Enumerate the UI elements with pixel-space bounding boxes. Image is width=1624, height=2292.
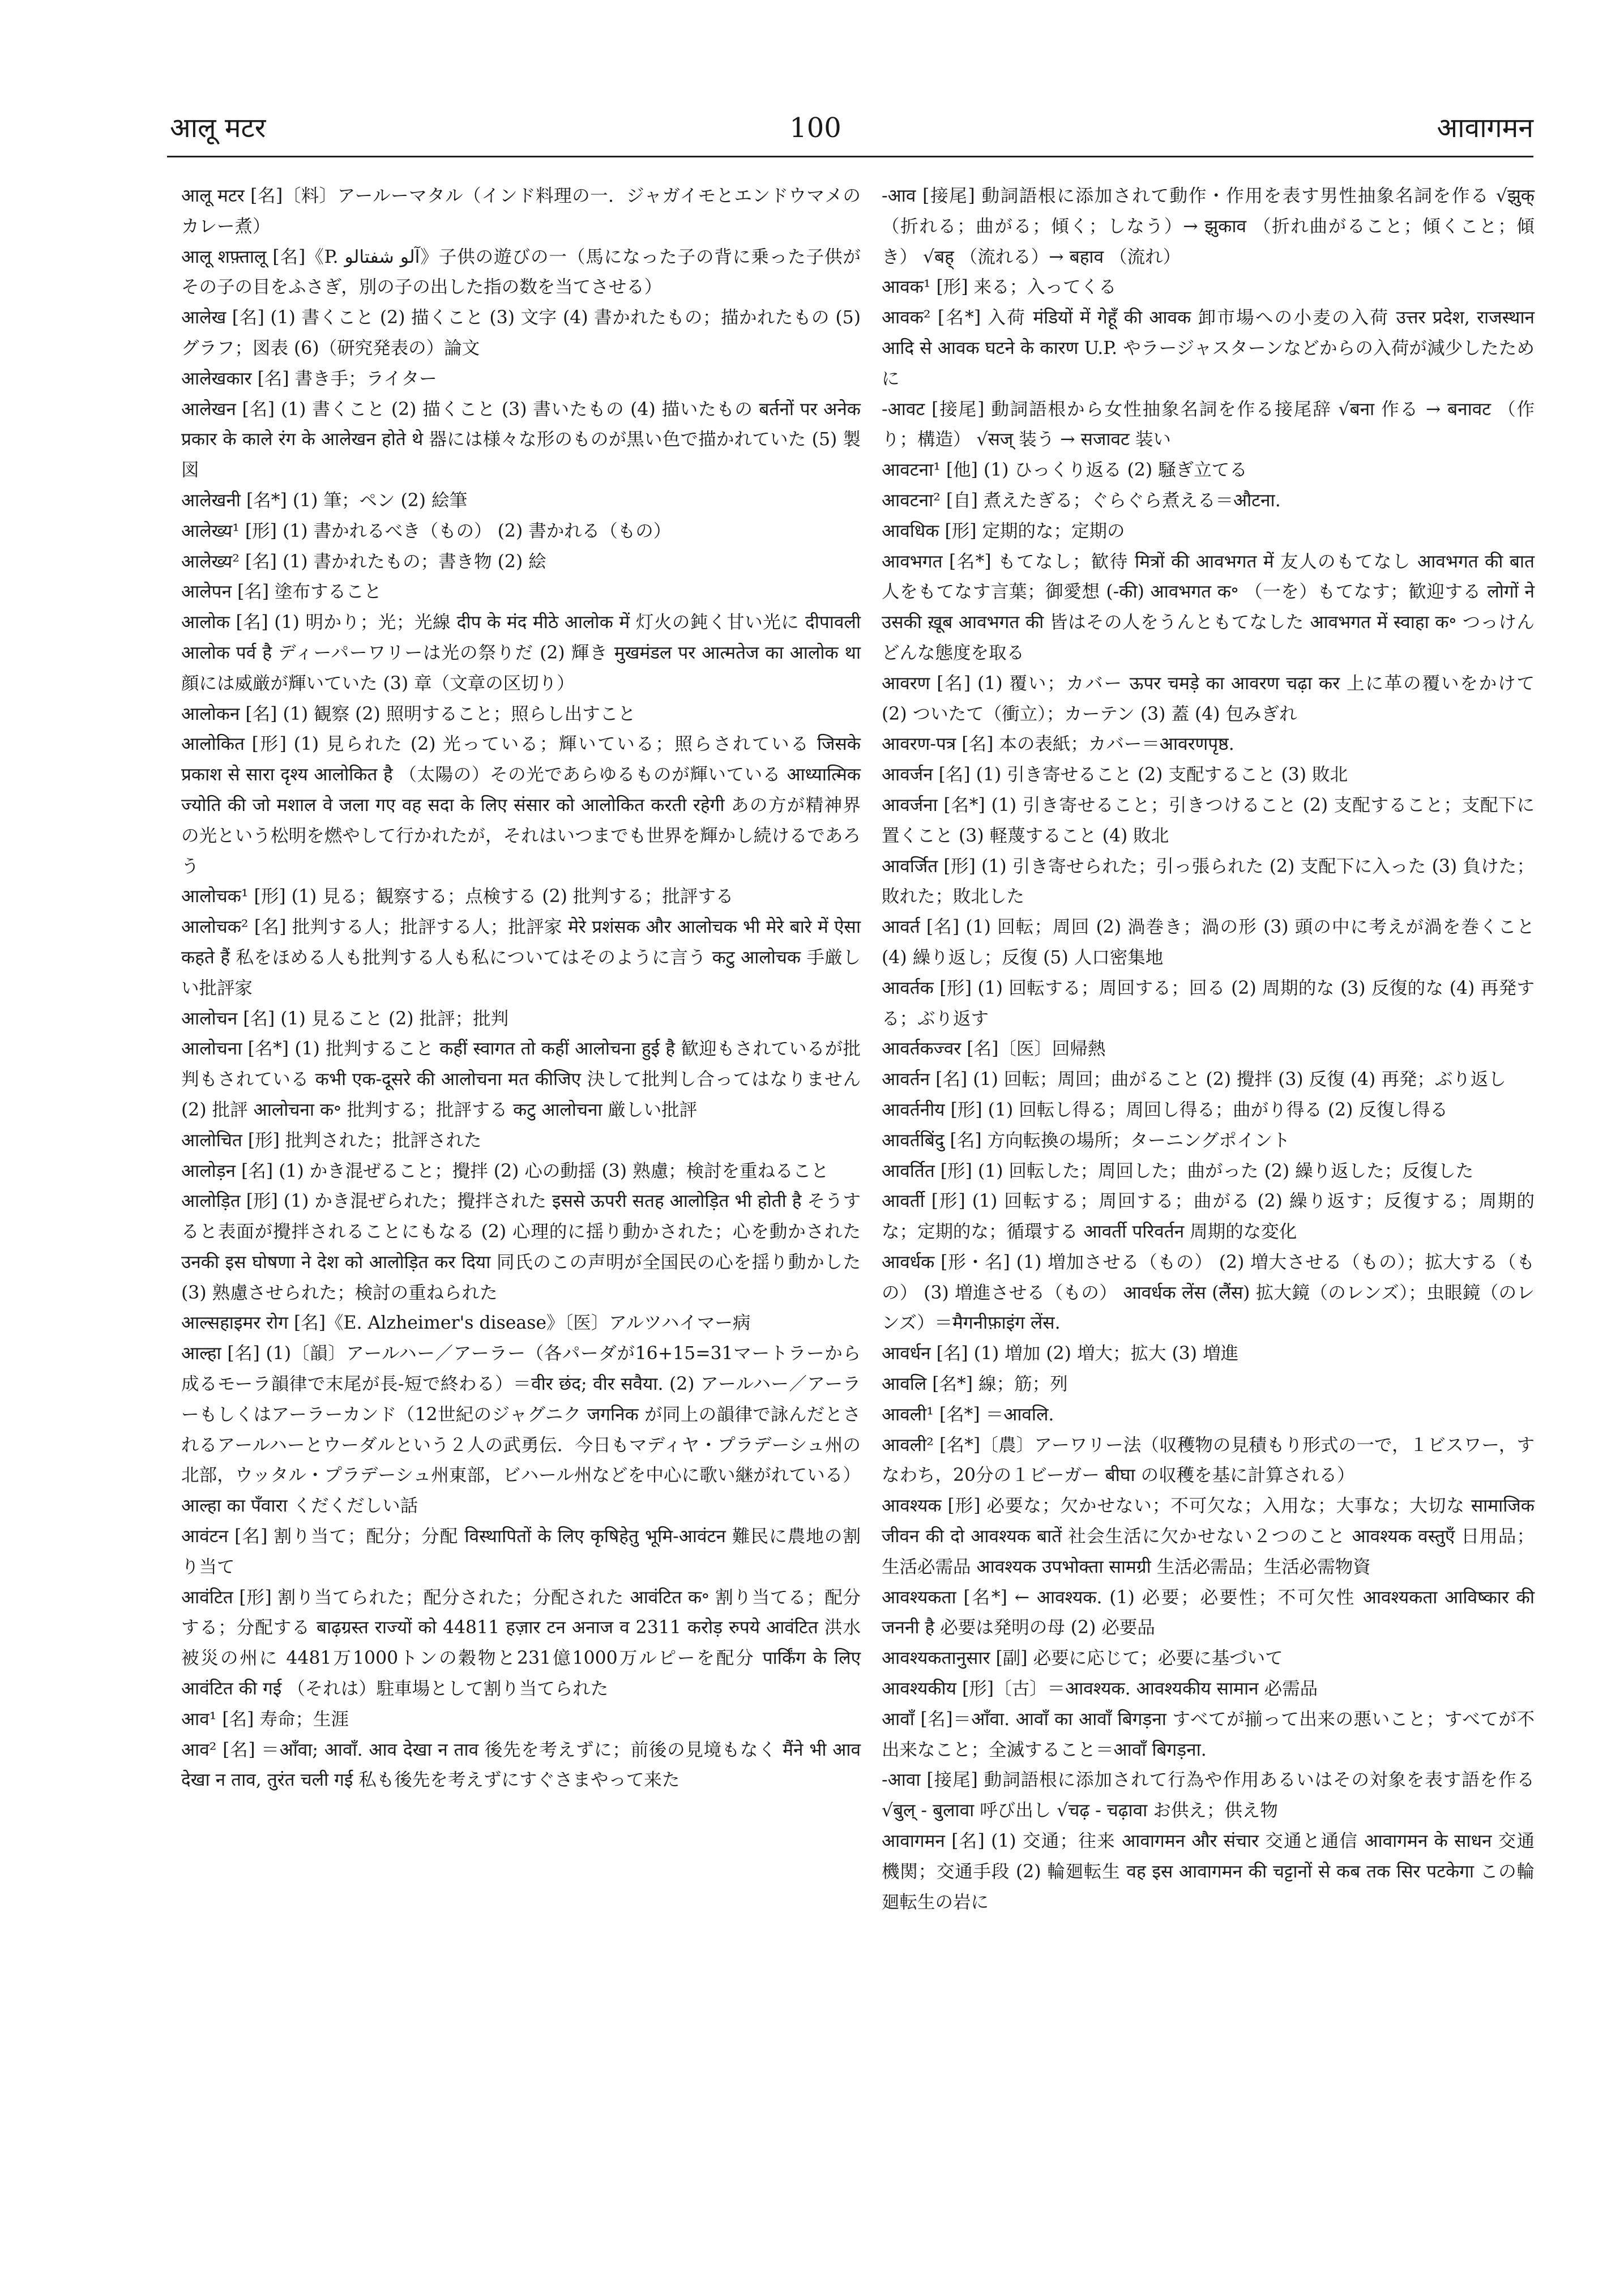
dictionary-entry: आवली² [名*]〔農〕アーワリー法（収穫物の見積もり形式の一で，１ビスワー，すなわち，20分の１ビーガー बीघा の収穫を基に計算される） <box>882 1435 1535 1486</box>
dictionary-entry: आलोचक² [名] 批判する人；批評する人；批評家 मेरे प्रशंसक और आलोचक भी मेरे बारे में ऐसा कहते हैं 私をほめる人も批判する人も私についてはそのように言う कटु आलोचक 手厳しい批評家 <box>181 917 861 998</box>
dictionary-entry: आलेखकार [名] 書き手；ライター <box>181 368 437 389</box>
dictionary-entry: आल्सहाइमर रोग [名]《E. Alzheimer's disease》〔医〕アルツハイマー病 <box>181 1313 751 1334</box>
dictionary-entry: आवर्तकज्वर [名]〔医〕回帰熱 <box>882 1039 1106 1060</box>
dictionary-entry: आव¹ [名] 寿命；生涯 <box>181 1709 349 1730</box>
running-head-right: आवागमन <box>1437 112 1533 144</box>
dictionary-entry: आलेख्य² [名] (1) 書かれたもの；書き物 (2) 絵 <box>181 551 546 572</box>
dictionary-entry: आवर्जन [名] (1) 引き寄せること (2) 支配すること (3) 敗北 <box>882 765 1348 786</box>
dictionary-entry: आलोचना [名*] (1) 批判すること कहीं स्वागत तो कहीं आलोचना हुई है 歓迎もされているが批判もされている कभी एक-दूसरे की आलोचना मत कीजिए 決して批判し合ってはなりません (2) 批評 आलोचना क॰ 批判する；批評する कटु आलोचना 厳しい批評 <box>181 1039 861 1120</box>
dictionary-entry: आवाँ [名]＝आँवा. आवाँ का आवाँ बिगड़ना すべてが揃って出来の悪いこと；すべてが不出来なこと；全滅すること＝आवाँ बिगड़ना. <box>882 1709 1535 1760</box>
dictionary-entry: आलोड़न [名] (1) かき混ぜること；攪拌 (2) 心の動揺 (3) 熟慮；検討を重ねること <box>181 1160 829 1181</box>
dictionary-entry: आवर्तक [形] (1) 回転する；周回する；回る (2) 周期的な (3) 反復的な (4) 再発する；ぶり返す <box>882 978 1535 1029</box>
dictionary-entry: आलोकन [名] (1) 観察 (2) 照明すること；照らし出すこと <box>181 703 636 724</box>
dictionary-entry: आलोकित [形] (1) 見られた (2) 光っている；輝いている；照らされている जिसके प्रकाश से सारा दृश्य आलोकित है （太陽の）その光であらゆるものが輝いている आध्यात्मिक ज्योति की जो मशाल वे जला गए वह सदा के लिए संसार को आलोकित करती रहेगी あの方が精神界の光という松明を燃やして行かれたが，それはいつまでも世界を輝かし続けるであろう <box>181 734 861 877</box>
dictionary-entry: आवर्तबिंदु [名] 方向転換の場所；ターニングポイント <box>882 1130 1290 1151</box>
dictionary-entry: आलेखन [名] (1) 書くこと (2) 描くこと (3) 書いたもの (4) 描いたもの बर्तनों पर अनेक प्रकार के काले रंग के आलेखन होते थे 器には様々な形のものが黒い色で描かれていた (5) 製図 <box>181 399 861 481</box>
running-head-left: आलू मटर <box>170 112 266 144</box>
dictionary-entry: आवर्ती [形] (1) 回転する；周回する；曲がる (2) 繰り返す；反復する；周期的な；定期的な；循環する आवर्ती परिवर्तन 周期的な変化 <box>882 1191 1535 1243</box>
page-number: 100 <box>789 112 841 144</box>
header-rule <box>167 156 1533 157</box>
dictionary-entry: आवली¹ [名*] ＝आवलि. <box>882 1404 1054 1425</box>
dictionary-entry: आलोक [名] (1) 明かり；光；光線 दीप के मंद मीठे आलोक में 灯火の鈍く甘い光に दीपावली आलोक पर्व है ディーパーワリーは光の祭りだ (2) 輝き मुखमंडल पर आत्मतेज का आलोक था 顔には威厳が輝いていた (3) 章（文章の区切り） <box>181 612 861 694</box>
dictionary-entry: आवर्तन [名] (1) 回転；周回；曲がること (2) 攪拌 (3) 反復 (4) 再発；ぶり返し <box>882 1069 1506 1090</box>
dictionary-entry: आव² [名] ＝आँवा; आवाँ. आव देखा न ताव 後先を考えずに；前後の見境もなく मैंने भी आव देखा न ताव, तुरंत चली गई 私も後先を考えずにすぐさまやって来た <box>181 1739 861 1791</box>
left-column <box>181 181 861 1796</box>
dictionary-entry: आवभगत [名*] もてなし；歓待 मित्रों की आवभगत में 友人のもてなし आवभगत की बात 人をもてなす言葉；御愛想 (-की) आवभगत क॰ （一を）もてなす；歓迎する लोगों ने उसकी ख़ूब आवभगत की 皆はその人をうんともてなした आवभगत में स्वाहा क॰ つっけんどんな態度を取る <box>882 551 1535 663</box>
dictionary-entry: आवश्यकता [名*] ← आवश्यक. (1) 必要；必要性；不可欠性 आवश्यकता आविष्कार की जननी है 必要は発明の母 (2) 必要品 <box>882 1587 1535 1638</box>
dictionary-entry: आवश्यकतानुसार [副] 必要に応じて；必要に基づいて <box>882 1648 1283 1669</box>
dictionary-entry: आवरण [名] (1) 覆い；カバー ऊपर चमड़े का आवरण चढ़ा कर 上に革の覆いをかけて (2) ついたて（衝立）；カーテン (3) 蓋 (4) 包みぎれ <box>882 673 1535 724</box>
dictionary-entry: आलू शफ़्तालू [名]《P. آلو شفتالو》子供の遊びの一（馬になった子の背に乗った子供がその子の目をふさぎ，別の子の出した指の数を当てさせる） <box>181 246 861 298</box>
dictionary-entry: आलोचन [名] (1) 見ること (2) 批評；批判 <box>181 1008 509 1029</box>
dictionary-entry: आवटना¹ [他] (1) ひっくり返る (2) 騒ぎ立てる <box>882 460 1247 481</box>
dictionary-entry: आलेख [名] (1) 書くこと (2) 描くこと (3) 文字 (4) 書かれたもの；描かれたもの (5) グラフ；図表 (6)（研究発表の）論文 <box>181 308 861 358</box>
dictionary-entry: आवटना² [自] 煮えたぎる；ぐらぐら煮える＝औटना. <box>882 490 1281 511</box>
dictionary-entry: आलेखनी [名*] (1) 筆；ペン (2) 絵筆 <box>181 490 468 511</box>
dictionary-entry: -आवा [接尾] 動詞語根に添加されて行為や作用あるいはその対象を表す語を作る √बुल् - बुलावा 呼び出し √चढ़ - चढ़ावा お供え；供え物 <box>882 1770 1535 1821</box>
dictionary-entry: -आवट [接尾] 動詞語根から女性抽象名詞を作る接尾辞 √बना 作る → बनावट （作り；構造） √सज् 装う → सजावट 装い <box>882 399 1535 450</box>
dictionary-entry: आवश्यकीय [形]〔古〕＝आवश्यक. आवश्यकीय सामान 必需品 <box>882 1679 1318 1700</box>
dictionary-entry: आवर्जना [名*] (1) 引き寄せること；引きつけること (2) 支配すること；支配下に置くこと (3) 軽蔑すること (4) 敗北 <box>882 795 1535 846</box>
dictionary-entry: आल्हा [名] (1)〔韻〕アールハー／アーラー（各パーダが16+15=31マートラーから成るモーラ韻律で末尾が長‐短で終わる）＝वीर छंद; वीर सवैया. (2) アールハー／アーラーもしくはアーラーカンド（12世紀のジャグニク जगनिक が同上の韻律で詠んだとされるアールハーとウーダルという２人の武勇伝．今日もマディヤ・プラデーシュ州の北部，ウッタル・プラデーシュ州東部，ビハール州などを中心に歌い継がれている） आल्हा का पँवारा くだくだしい話 <box>181 1343 861 1517</box>
dictionary-entry: आवश्यक [形] 必要な；欠かせない；不可欠な；入用な；大事な；大切な सामाजिक जीवन की दो आवश्यक बातें 社会生活に欠かせない２つのこと आवश्यक वस्तुएँ 日用品；生活必需品 आवश्यक उपभोक्ता सामग्री 生活必需品；生活必需物資 <box>882 1496 1535 1577</box>
dictionary-entry: आवर्धक [形・名] (1) 増加させる（もの） (2) 増大させる（もの）；拡大する（もの） (3) 増進させる（もの） आवर्धक लेंस (लैंस) 拡大鏡（のレンズ）；虫眼鏡（のレンズ）＝मैगनीफ़ाइंग लेंस. <box>882 1252 1535 1334</box>
dictionary-entry: आवक² [名*] 入荷 मंडियों में गेहूँ की आवक 卸市場への小麦の入荷 उत्तर प्रदेश, राजस्थान आदि से आवक घटने के कारण U.P. やラージャスターンなどからの入荷が減少したために <box>882 308 1535 389</box>
dictionary-entry: आवर्जित [形] (1) 引き寄せられた；引っ張られた (2) 支配下に入った (3) 負けた；敗れた；敗北した <box>882 856 1535 907</box>
dictionary-entry: आलेख्य¹ [形] (1) 書かれるべき（もの） (2) 書かれる（もの） <box>181 520 672 541</box>
dictionary-entry: आलोचक¹ [形] (1) 見る；観察する；点検する (2) 批判する；批評する <box>181 886 734 907</box>
dictionary-entry: आलू मटर [名]〔料〕アールーマタル（インド料理の一．ジャガイモとエンドウマメのカレー煮） <box>181 186 861 237</box>
dictionary-entry: आलोड़ित [形] (1) かき混ぜられた；攪拌された इससे ऊपरी सतह आलोड़ित भी होती है そうすると表面が攪拌されることにもなる (2) 心理的に揺り動かされた；心を動かされた उनकी इस घोषणा ने देश को आलोड़ित कर दिया 同氏のこの声明が全国民の心を揺り動かした (3) 熟慮させられた；検討の重ねられた <box>181 1191 861 1303</box>
dictionary-entry: आवर्धन [名] (1) 増加 (2) 増大；拡大 (3) 増進 <box>882 1343 1239 1364</box>
dictionary-entry: आवर्तित [形] (1) 回転した；周回した；曲がった (2) 繰り返した；反復した <box>882 1160 1474 1181</box>
dictionary-entry: आवधिक [形] 定期的な；定期の <box>882 520 1125 541</box>
dictionary-entry: आलेपन [名] 塗布すること <box>181 582 382 603</box>
dictionary-entry: -आव [接尾] 動詞語根に添加されて動作・作用を表す男性抽象名詞を作る √झुक् （折れる；曲がる；傾く；しなう）→ झुकाव （折れ曲がること；傾くこと；傾き） √बह् （流れる）→ बहाव （流れ） <box>882 186 1535 267</box>
dictionary-entry: आवंटित [形] 割り当てられた；配分された；分配された आवंटित क॰ 割り当てる；配分する；分配する बाढ़ग्रस्त राज्यों को 44811 हज़ार टन अनाज व 2311 करोड़ रुपये आवंटित 洪水被災の州に 4481万1000トンの穀物と231億1000万ルピーを配分 पार्किंग के लिए आवंटित की गई （それは）駐車場として割り当てられた <box>181 1587 861 1700</box>
dictionary-entry: आवर्त [名] (1) 回転；周回 (2) 渦巻き；渦の形 (3) 頭の中に考えが渦を巻くこと (4) 繰り返し；反復 (5) 人口密集地 <box>882 917 1535 968</box>
dictionary-entry: आवरण-पत्र [名] 本の表紙；カバー＝आवरणपृष्ठ. <box>882 734 1234 755</box>
dictionary-entry: आवर्तनीय [形] (1) 回転し得る；周回し得る；曲がり得る (2) 反復し得る <box>882 1099 1448 1120</box>
dictionary-entry: आवंटन [名] 割り当て；配分；分配 विस्थापितों के लिए कृषिहेतु भूमि-आवंटन 難民に農地の割り当て <box>181 1526 861 1577</box>
dictionary-entry: आलोचित [形] 批判された；批評された <box>181 1130 482 1151</box>
right-column <box>882 181 1535 1918</box>
dictionary-entry: आवक¹ [形] 来る；入ってくる <box>882 277 1117 298</box>
dictionary-entry: आवलि [名*] 線；筋；列 <box>882 1374 1068 1395</box>
dictionary-entry: आवागमन [名] (1) 交通；往来 आवागमन और संचार 交通と通信 आवागमन के साधन 交通機関；交通手段 (2) 輪廻転生 वह इस आवागमन की चट्टानों से कब तक सिर पटकेगा この輪廻転生の岩に <box>882 1831 1535 1913</box>
